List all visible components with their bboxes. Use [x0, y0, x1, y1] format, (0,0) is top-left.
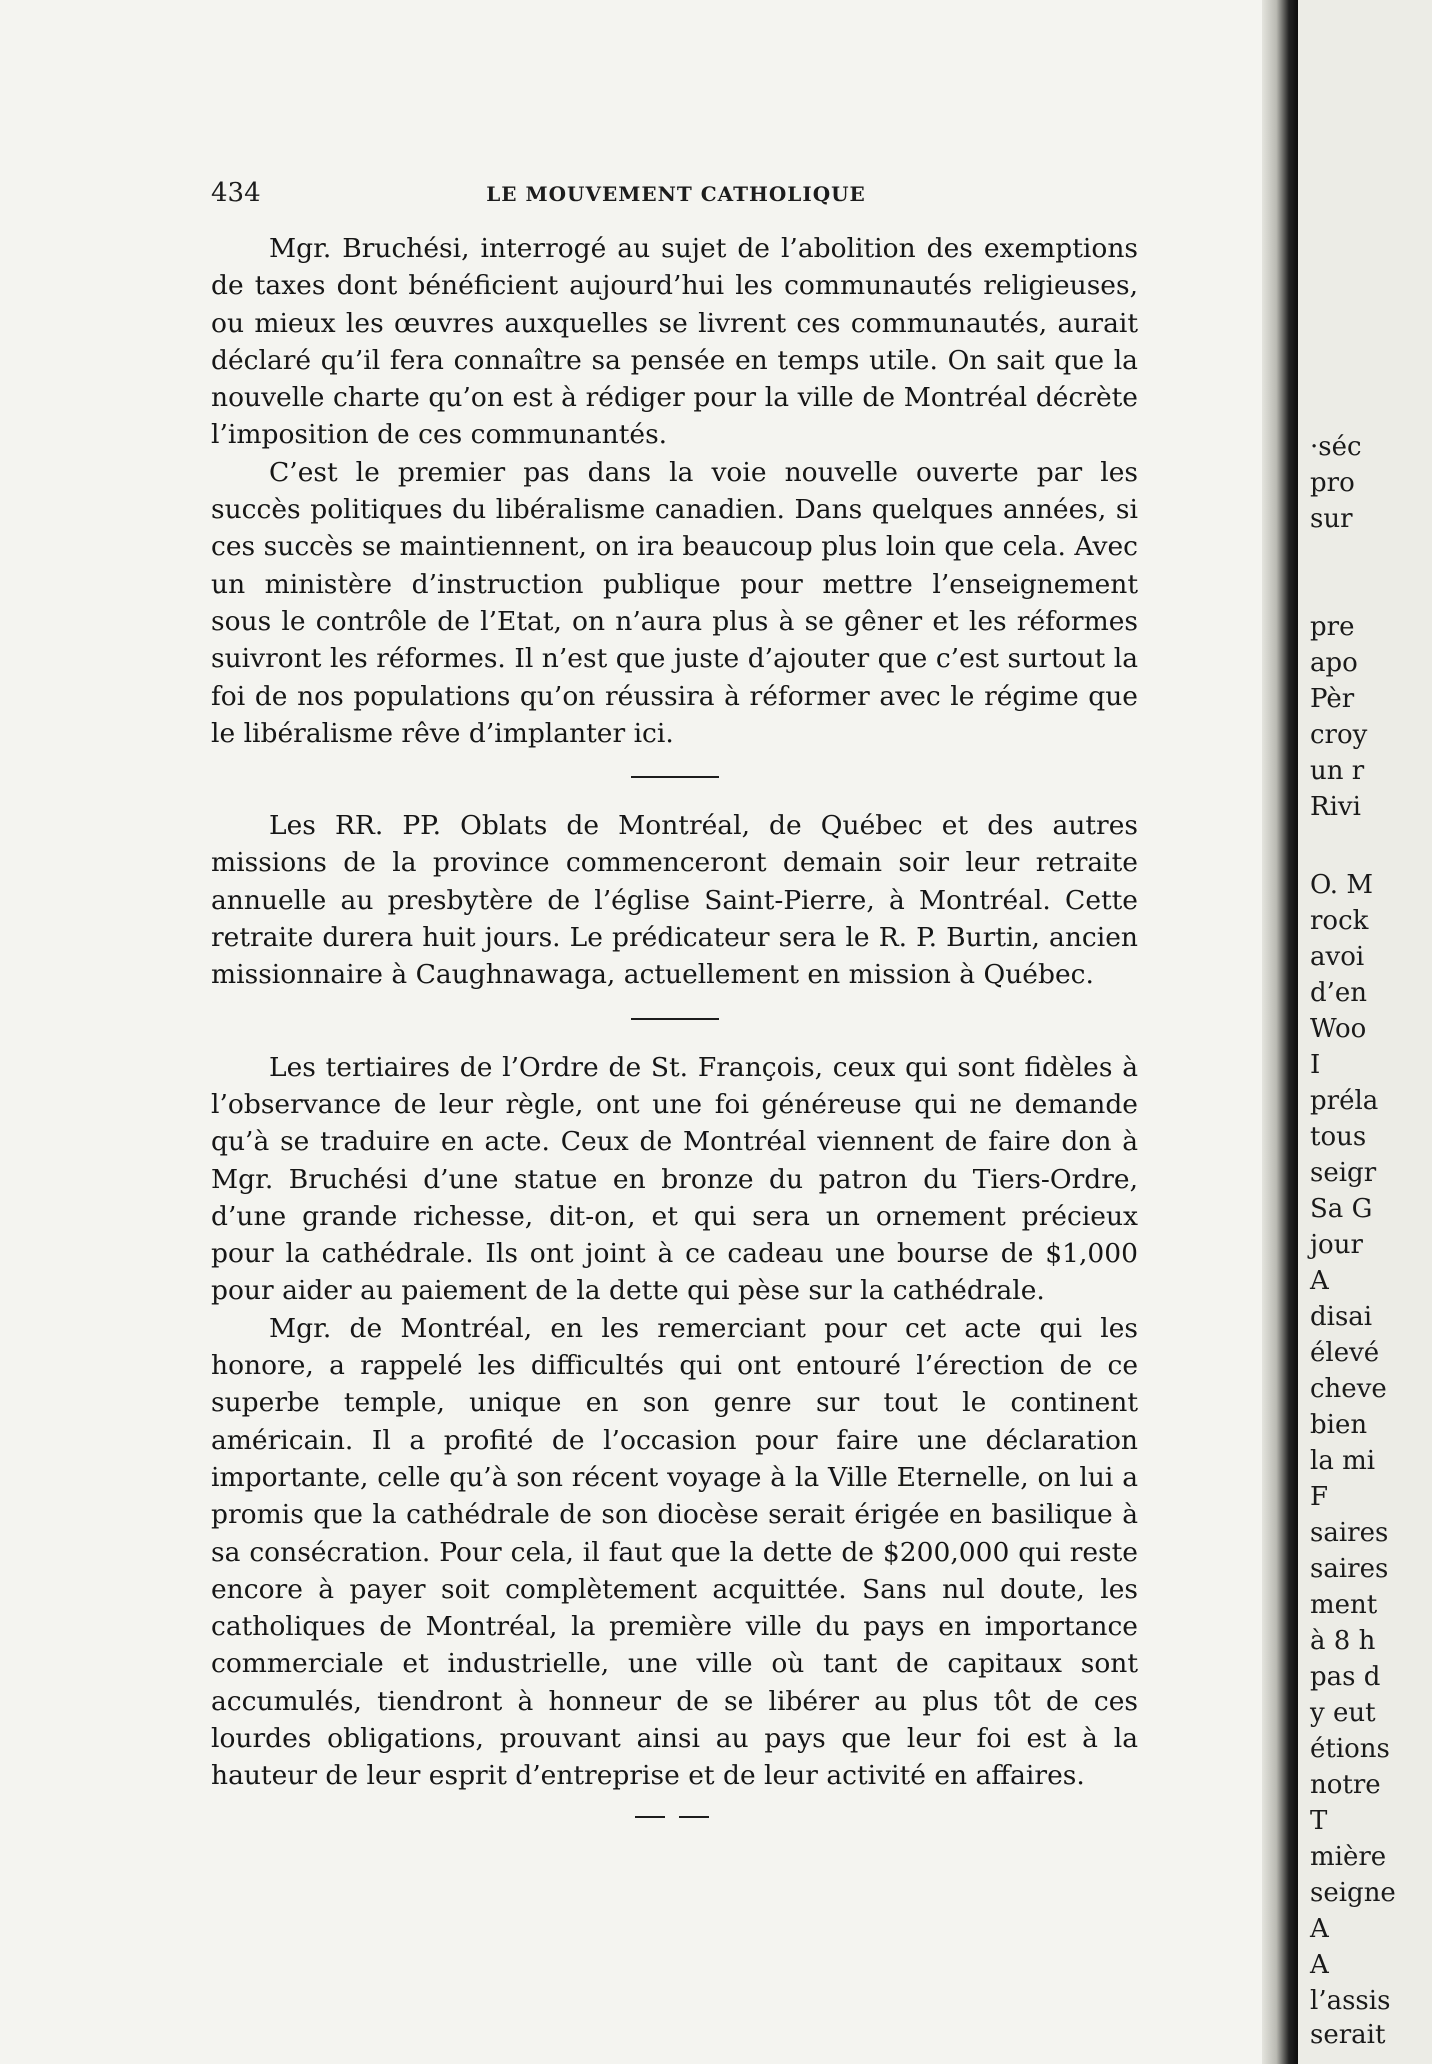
right-page-fragment: élevé: [1310, 1338, 1380, 1368]
right-page-fragment: F: [1310, 1482, 1329, 1512]
right-page-fragment: pre: [1310, 612, 1355, 642]
right-page-fragment: un r: [1310, 756, 1365, 786]
book-gutter: [1262, 0, 1298, 2064]
right-page-fragment: préla: [1310, 1086, 1379, 1116]
article-body: [211, 230, 1138, 1831]
right-page-fragment: A: [1310, 1266, 1329, 1296]
right-page-fragment: la mi: [1310, 1446, 1376, 1476]
right-page-fragment: A: [1310, 1914, 1329, 1944]
right-page-fragment: mière: [1310, 1842, 1387, 1872]
right-page-fragment: l’assis: [1310, 1986, 1391, 2016]
right-page-fragment: apo: [1310, 648, 1358, 678]
running-head: [211, 174, 1141, 214]
right-page-fragment: Woo: [1310, 1014, 1367, 1044]
right-page-fragment: disai: [1310, 1302, 1373, 1332]
right-page-fragment: seigr: [1310, 1158, 1377, 1188]
right-page-fragment: ment: [1310, 1590, 1378, 1620]
right-page-fragment: pro: [1310, 468, 1355, 498]
right-page-fragment: croy: [1310, 720, 1368, 750]
right-page-fragment: jour: [1310, 1230, 1363, 1260]
paragraph-tertiaries: Les tertiaires de l’Ordre de St. François, ceux qui sont fidèles à l’observance de leur règle, ont une foi généreuse qui ne demande qu’à se traduire en acte. Ceux de Montréal viennent de faire don à Mgr. Bruchési d’une statue en bronze du patron du Tiers-Ordre, d’une grande richesse, dit-on, et qui sera un ornement précieux pour la cathédrale. Ils ont joint à ce cadeau une bourse de $1,000 pour aider au paiement de la dette qui pèse sur la cathédrale.: [211, 1051, 1138, 1307]
paragraph-liberalism: C’est le premier pas dans la voie nouvelle ouverte par les succès politiques du libéralisme canadien. Dans quelques années, si ces succès se maintiennent, on ira beaucoup plus loin que cela. Avec un ministère d’instruction publique pour mettre l’enseignement sous le contrôle de l’Etat, on n’aura plus à se gêner et les réformes suivront les réformes. Il n’est que juste d’ajouter que c’est surtout la foi de nos populations qu’on réussira à réformer avec le régime que le libéralisme rêve d’implanter ici.: [211, 456, 1138, 749]
right-page-fragment: bien: [1310, 1410, 1368, 1440]
page-number: 434: [211, 178, 261, 208]
right-page-fragment: à 8 h: [1310, 1626, 1376, 1656]
right-page-fragment: avoi: [1310, 942, 1365, 972]
right-page-fragment: Rivi: [1310, 792, 1361, 822]
right-page-fragment: pas d: [1310, 1662, 1381, 1692]
right-page-fragment: saires: [1310, 1554, 1389, 1584]
section-separator: [631, 1018, 719, 1020]
right-page-fragment: d’en: [1310, 978, 1368, 1008]
right-page-fragment: tous: [1310, 1122, 1367, 1152]
end-separator: [585, 1807, 765, 1831]
right-page-fragment: I: [1310, 1050, 1321, 1080]
right-page-fragment: saires: [1310, 1518, 1389, 1548]
right-page-fragment: sur: [1310, 504, 1353, 534]
paragraph-oblats-retreat: Les RR. PP. Oblats de Montréal, de Québec et des autres missions de la province commenceront demain soir leur retraite annuelle au presbytère de l’église Saint-Pierre, à Montréal. Cette retraite durera huit jours. Le prédicateur sera le R. P. Burtin, ancien missionnaire à Caughnawaga, actuellement en mission à Québec.: [211, 810, 1138, 991]
journal-title: LE MOUVEMENT CATHOLIQUE: [486, 182, 866, 206]
paragraph-exemptions: Mgr. Bruchési, interrogé au sujet de l’abolition des exemptions de taxes dont bénéficient aujourd’hui les communautés religieuses, ou mieux les œuvres auxquelles se livrent ces communautés, aurait déclaré qu’il fera connaître sa pensée en temps utile. On sait que la nouvelle charte qu’on est à rédiger pour la ville de Montréal décrète l’imposition de ces communantés.: [211, 233, 1138, 451]
right-page-fragment: A: [1310, 1950, 1329, 1980]
right-page-fragment: ·séc: [1310, 432, 1362, 462]
right-page-fragment: seigne: [1310, 1878, 1396, 1908]
right-page-fragment: y eut: [1310, 1698, 1376, 1728]
right-page-fragment: serait: [1310, 2020, 1386, 2050]
right-page-fragment: Pèr: [1310, 684, 1355, 714]
section-separator: [631, 776, 719, 778]
right-page-fragment: notre: [1310, 1770, 1381, 1800]
right-page-fragment: O. M: [1310, 870, 1373, 900]
paragraph-cathedral-basilica: Mgr. de Montréal, en les remerciant pour cet acte qui les honore, a rappelé les difficultés qui ont entouré l’érection de ce superbe temple, unique en son genre sur tout le continent américain. Il a profité de l’occasion pour faire une déclaration importante, celle qu’à son récent voyage à la Ville Eternelle, on lui a promis que la cathédrale de son diocèse serait érigée en basilique à sa consécration. Pour cela, il faut que la dette de $200,000 qui reste encore à payer soit complètement acquittée. Sans nul doute, les catholiques de Montréal, la première ville du pays en importance commerciale et industrielle, une ville où tant de capitaux sont accumulés, tiendront à honneur de se libérer au plus tôt de ces lourdes obligations, prouvant ainsi au pays que leur foi est à la hauteur de leur esprit d’entreprise et de leur activité en affaires.: [211, 1312, 1138, 1792]
right-page-fragment: T: [1310, 1806, 1328, 1836]
book-page-right-edge: [1298, 0, 1432, 2064]
right-page-fragment: Sa G: [1310, 1194, 1373, 1224]
right-page-fragment: étions: [1310, 1734, 1390, 1764]
right-page-fragment: rock: [1310, 906, 1369, 936]
right-page-fragment: cheve: [1310, 1374, 1387, 1404]
